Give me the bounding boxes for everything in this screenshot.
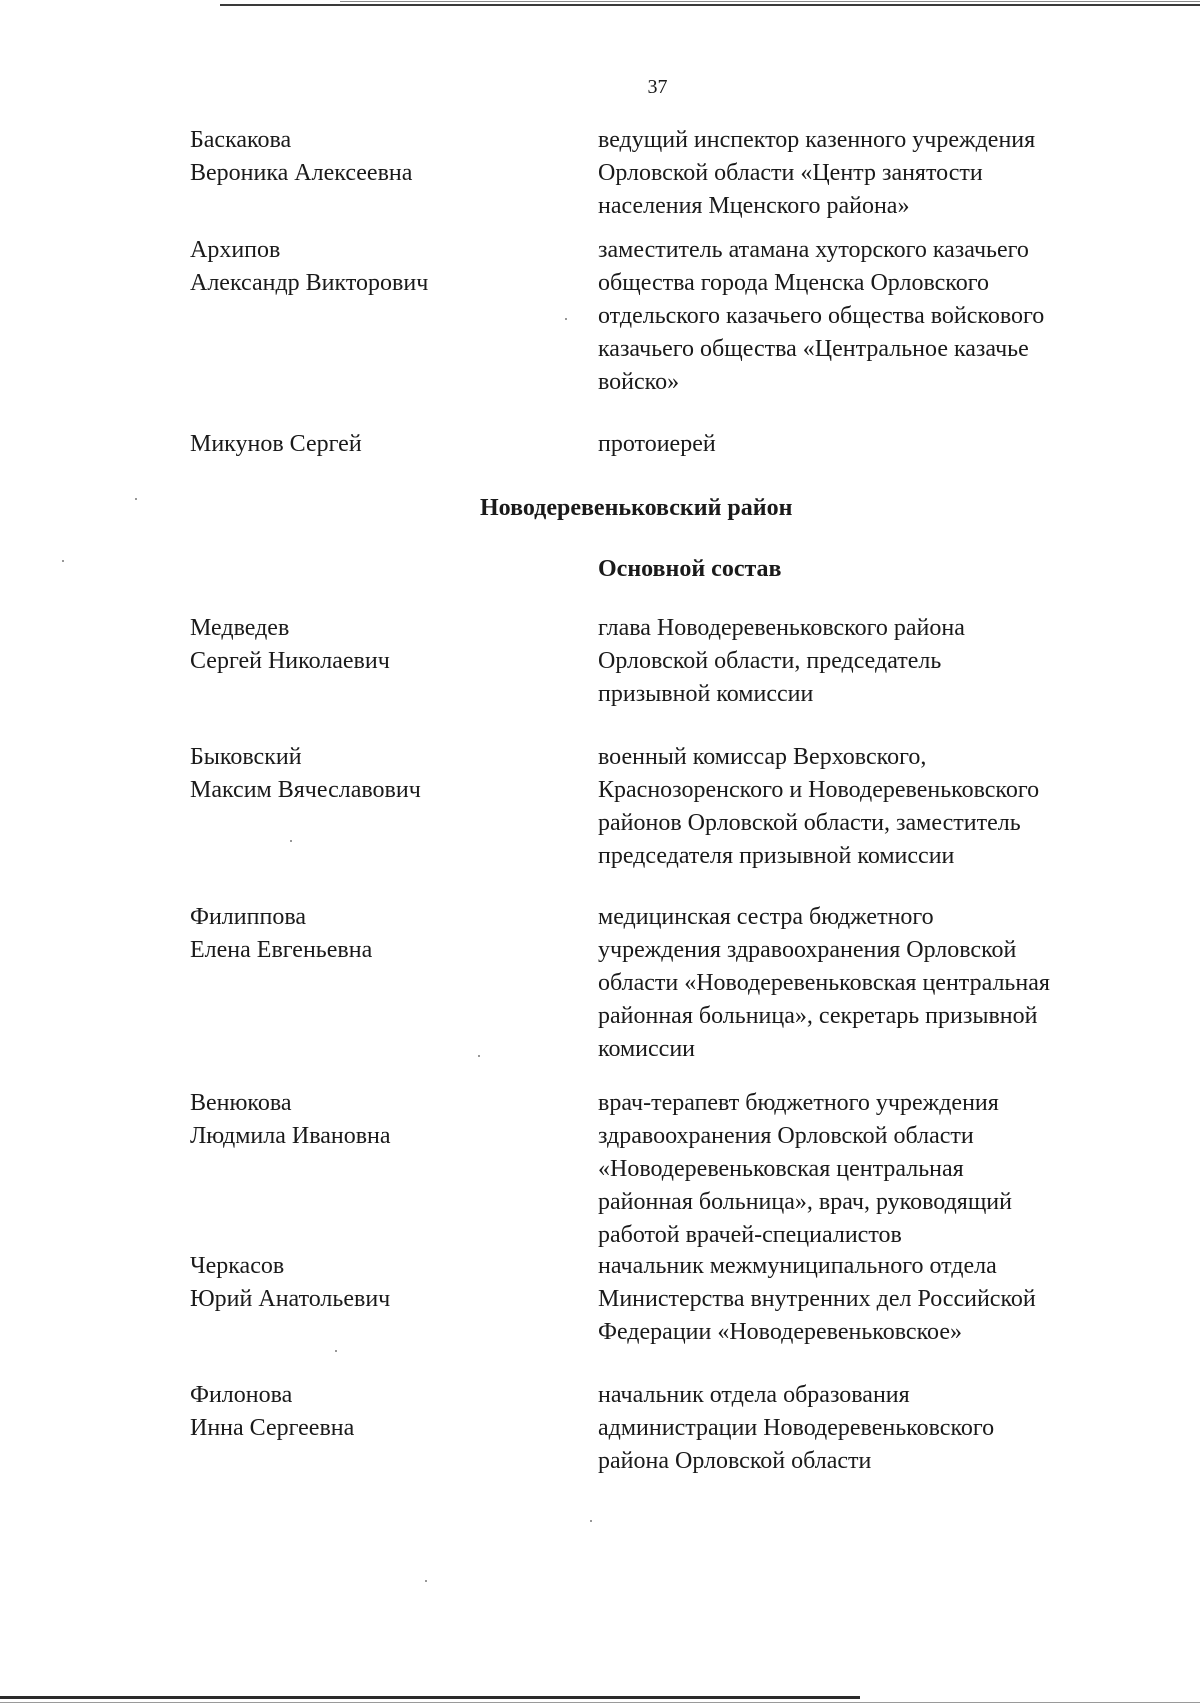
member-role-line: Орловской области «Центр занятости <box>598 160 983 186</box>
scan-edge-bottom <box>0 1696 860 1699</box>
member-name <box>190 428 570 461</box>
member-name <box>190 741 570 807</box>
scan-speck <box>478 1055 480 1057</box>
member-name <box>190 124 570 190</box>
member-role-line: районов Орловской области, заместитель <box>598 810 1021 836</box>
member-role-line: области «Новодеревеньковская центральная <box>598 970 1050 996</box>
member-name <box>190 1379 570 1445</box>
scan-speck <box>425 1580 427 1582</box>
member-role-line: войско» <box>598 369 680 395</box>
scan-speck <box>590 1520 592 1522</box>
member-name <box>190 1250 570 1316</box>
member-role-line: ведущий инспектор казенного учреждения <box>598 127 1036 153</box>
scan-edge-bottom-thin <box>0 1702 1200 1703</box>
member-role <box>598 901 1158 1066</box>
scan-speck <box>290 840 292 842</box>
member-name-line: Сергей Николаевич <box>190 648 390 674</box>
member-name-line: Медведев <box>190 615 290 641</box>
member-name-line: Черкасов <box>190 1253 285 1279</box>
member-role-line: врач-терапевт бюджетного учреждения <box>598 1090 999 1116</box>
member-name <box>190 901 570 967</box>
member-role-line: общества города Мценска Орловского <box>598 270 989 296</box>
member-role <box>598 1250 1158 1349</box>
member-role-line: комиссии <box>598 1036 696 1062</box>
section-heading: Основной состав <box>598 556 782 582</box>
member-role-line: населения Мценского района» <box>598 193 910 219</box>
member-role-line: районная больница», врач, руководящий <box>598 1189 1012 1215</box>
member-role-line: Федерации «Новодеревеньковское» <box>598 1319 962 1345</box>
member-role-line: начальник отдела образования <box>598 1382 910 1408</box>
member-name-line: Александр Викторович <box>190 270 429 296</box>
member-role-line: глава Новодеревеньковского района <box>598 615 965 641</box>
member-role-line: района Орловской области <box>598 1448 872 1474</box>
member-role-line: учреждения здравоохранения Орловской <box>598 937 1017 963</box>
member-name-line: Вероника Алексеевна <box>190 160 413 186</box>
member-role <box>598 1087 1158 1252</box>
member-role <box>598 612 1158 711</box>
scan-speck <box>565 318 567 320</box>
scan-speck <box>62 560 64 562</box>
member-role <box>598 741 1158 873</box>
member-role <box>598 234 1158 399</box>
member-role <box>598 428 1158 461</box>
member-name-line: Баскакова <box>190 127 292 153</box>
member-name <box>190 234 570 300</box>
member-name-line: Инна Сергеевна <box>190 1415 355 1441</box>
page-number: 37 <box>647 76 668 98</box>
scan-edge-top <box>220 4 1200 6</box>
member-name-line: Венюкова <box>190 1090 292 1116</box>
member-role-line: медицинская сестра бюджетного <box>598 904 934 930</box>
member-role-line: Орловской области, председатель <box>598 648 942 674</box>
district-heading: Новодеревеньковский район <box>480 495 793 521</box>
member-role-line: протоиерей <box>598 431 716 457</box>
member-role-line: районная больница», секретарь призывной <box>598 1003 1038 1029</box>
member-name-line: Людмила Ивановна <box>190 1123 391 1149</box>
scan-speck <box>335 1350 337 1352</box>
member-name-line: Елена Евгеньевна <box>190 937 373 963</box>
member-role-line: председателя призывной комиссии <box>598 843 955 869</box>
member-name-line: Филиппова <box>190 904 306 930</box>
member-role-line: начальник межмуниципального отдела <box>598 1253 997 1279</box>
member-role-line: заместитель атамана хуторского казачьего <box>598 237 1029 263</box>
member-role-line: отдельского казачьего общества войскового <box>598 303 1045 329</box>
member-name-line: Архипов <box>190 237 281 263</box>
member-name-line: Быковский <box>190 744 302 770</box>
member-name-line: Микунов Сергей <box>190 431 362 457</box>
scan-speck <box>135 498 137 500</box>
member-role-line: «Новодеревеньковская центральная <box>598 1156 964 1182</box>
member-name-line: Юрий Анатольевич <box>190 1286 391 1312</box>
member-role-line: Министерства внутренних дел Российской <box>598 1286 1036 1312</box>
member-role <box>598 124 1158 223</box>
member-role-line: призывной комиссии <box>598 681 814 707</box>
member-role-line: здравоохранения Орловской области <box>598 1123 974 1149</box>
member-name-line: Филонова <box>190 1382 293 1408</box>
member-role-line: Краснозоренского и Новодеревеньковского <box>598 777 1040 803</box>
member-role-line: казачьего общества «Центральное казачье <box>598 336 1029 362</box>
member-role-line: военный комиссар Верховского, <box>598 744 927 770</box>
member-name-line: Максим Вячеславович <box>190 777 421 803</box>
member-role-line: работой врачей-специалистов <box>598 1222 902 1248</box>
member-name <box>190 612 570 678</box>
member-role <box>598 1379 1158 1478</box>
scan-edge-top-thin <box>340 1 1200 2</box>
member-role-line: администрации Новодеревеньковского <box>598 1415 995 1441</box>
member-name <box>190 1087 570 1153</box>
